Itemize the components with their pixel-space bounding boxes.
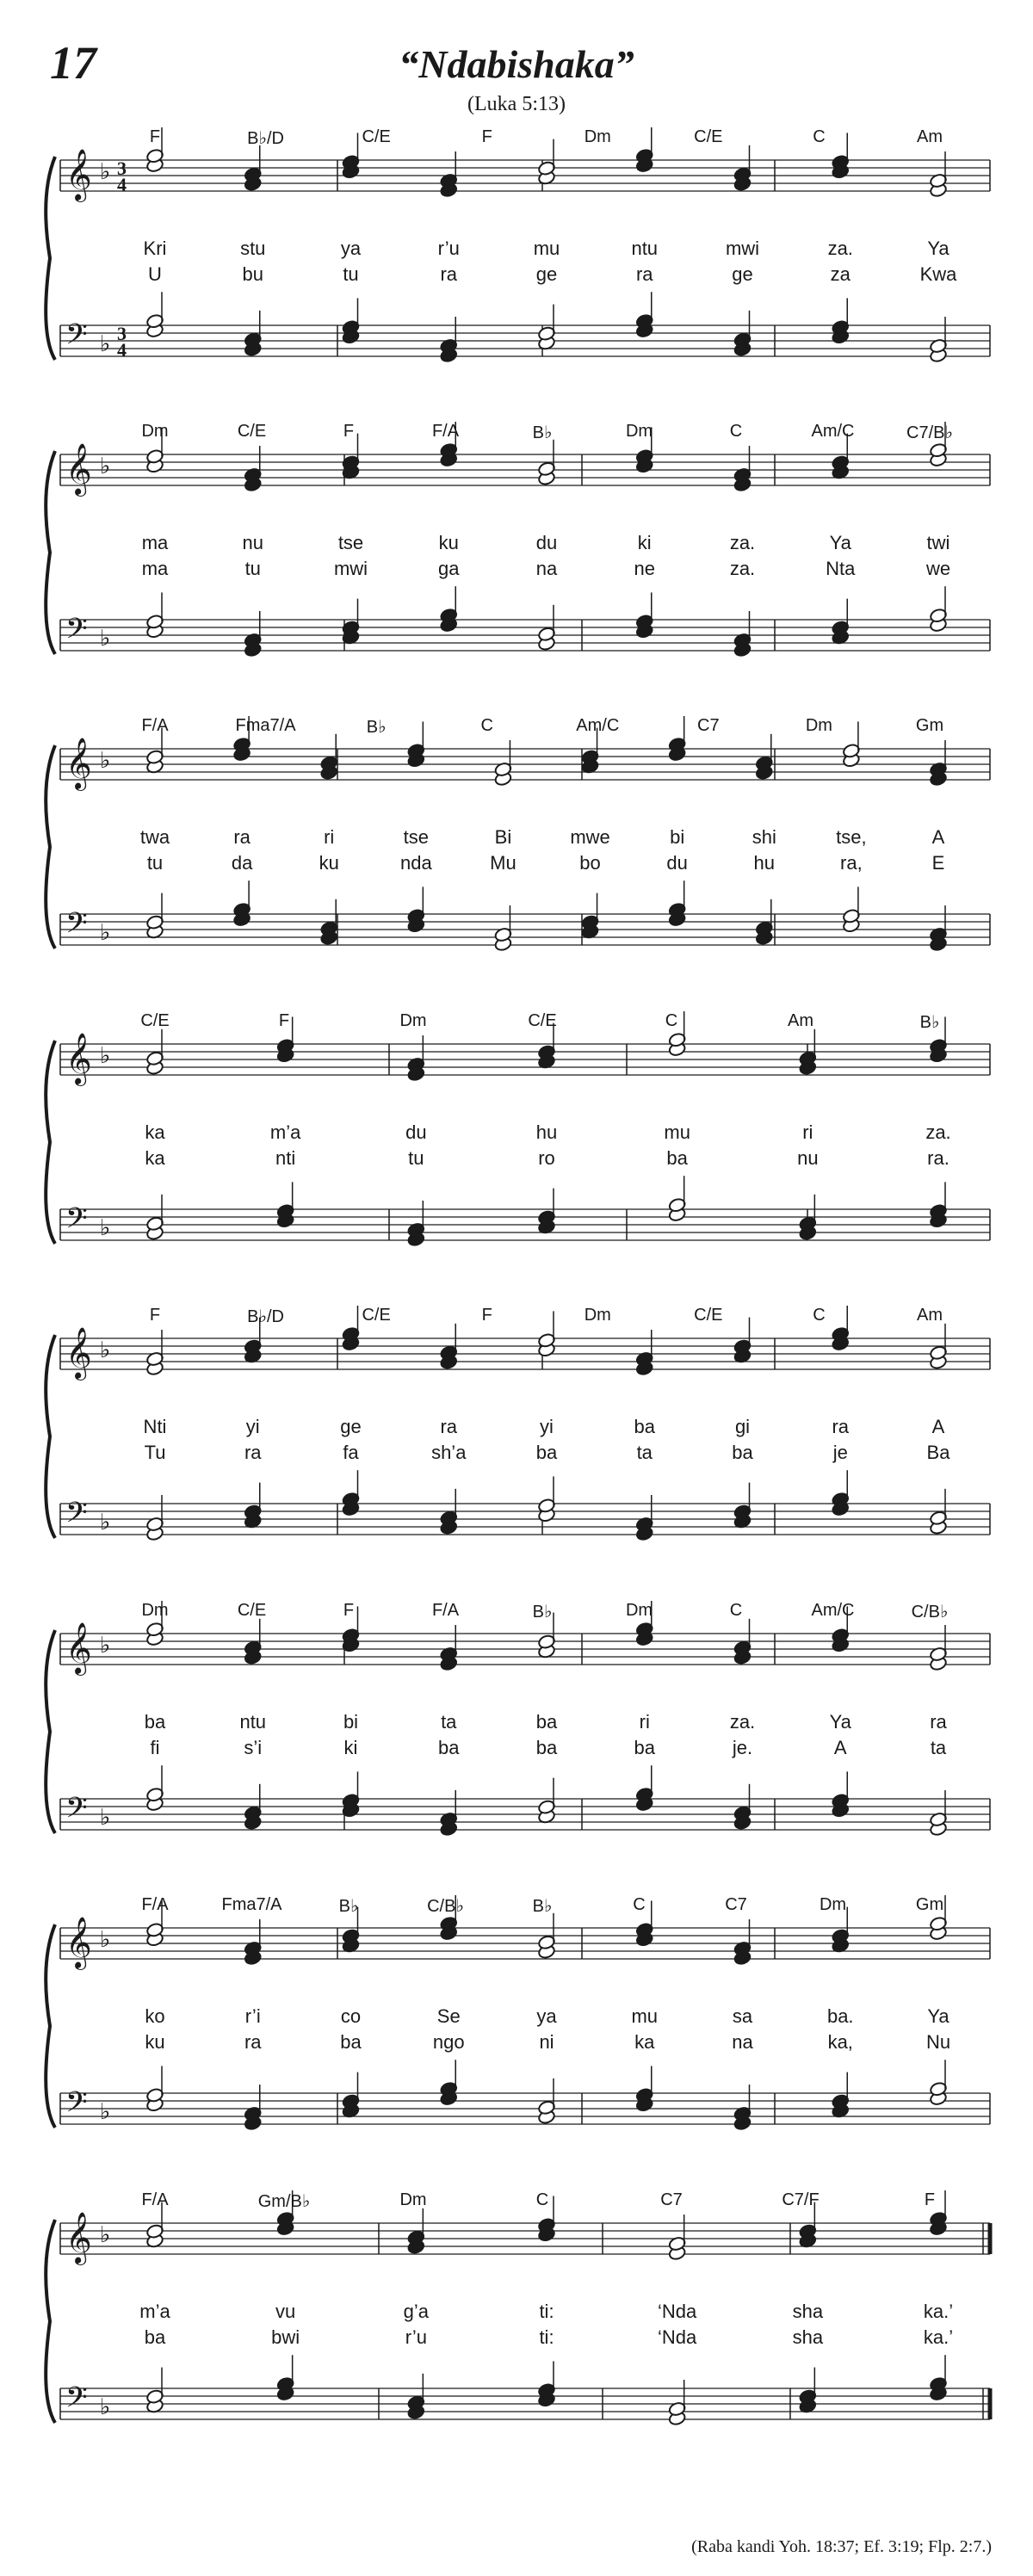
lyric-syllable: ba — [144, 1711, 166, 1733]
flat-icon: ♭ — [100, 1927, 111, 1953]
lyric-syllable: ba — [634, 1416, 655, 1437]
lyric-syllable: hu — [753, 852, 776, 874]
lyrics-verse1 — [0, 1121, 1033, 1144]
lyric-syllable: ka.’ — [923, 2301, 954, 2322]
lyric-syllable: tse — [403, 826, 430, 848]
lyric-syllable: ge — [340, 1416, 362, 1437]
lyric-syllable: za. — [729, 532, 756, 553]
lyric-syllable: Nti — [143, 1416, 167, 1437]
chord-symbol: F — [481, 1306, 492, 1325]
chord-symbol: C/E — [694, 1306, 723, 1325]
lyric-syllable: sa — [732, 2005, 753, 2027]
lyric-syllable: bwi — [271, 2326, 300, 2348]
lyric-syllable: yi — [245, 1416, 260, 1437]
chord-symbol: F/A — [431, 422, 460, 441]
flat-icon: ♭ — [100, 2099, 111, 2125]
lyric-syllable: ba — [438, 1737, 460, 1758]
chord-symbol: F — [924, 2190, 936, 2209]
chord-symbol: C/B♭ — [911, 1603, 949, 1622]
lyric-syllable: ka — [634, 2031, 655, 2053]
lyric-syllable: ya — [340, 238, 362, 259]
flat-icon: ♭ — [100, 454, 111, 479]
lyric-syllable: ntu — [239, 1711, 267, 1733]
lyric-syllable: Nu — [925, 2031, 951, 2053]
chord-symbol: F — [343, 422, 355, 441]
bass-clef-icon: 𝄢 — [65, 1497, 88, 1536]
lyric-syllable: ra — [233, 826, 251, 848]
lyrics-verse1 — [0, 826, 1033, 849]
lyric-syllable: ri — [802, 1121, 813, 1143]
lyric-syllable: nu — [242, 532, 263, 553]
lyric-syllable: tu — [146, 852, 164, 874]
chord-symbol: Gm — [915, 1895, 944, 1914]
lyric-syllable: Ba — [926, 1442, 950, 1463]
lyric-syllable: na — [535, 558, 558, 579]
chord-symbol: F — [149, 127, 161, 146]
flat-icon: ♭ — [100, 1633, 111, 1659]
system-3 — [0, 716, 1033, 1000]
footer-references: (Raba kandi Yoh. 18:37; Ef. 3:19; Flp. 2:7.) — [691, 2537, 992, 2556]
treble-clef-icon: 𝄞 — [65, 1622, 92, 1674]
lyric-syllable: m’a — [139, 2301, 170, 2322]
chord-symbol: Dm — [584, 127, 611, 146]
lyric-syllable: ra — [440, 1416, 458, 1437]
lyric-syllable: yi — [540, 1416, 554, 1437]
chord-symbol: B♭/D — [247, 129, 284, 148]
lyric-syllable: ge — [732, 263, 753, 285]
chord-symbol: B♭/D — [247, 1307, 284, 1326]
lyric-syllable: ta — [636, 1442, 653, 1463]
chord-symbol: B♭ — [338, 1897, 359, 1916]
treble-clef-icon: 𝄞 — [65, 443, 92, 495]
lyric-syllable: Ya — [927, 2005, 949, 2027]
lyric-syllable: ka.’ — [923, 2326, 954, 2348]
lyric-syllable: bi — [670, 826, 685, 848]
lyric-syllable: shi — [752, 826, 776, 848]
lyric-syllable: r’i — [244, 2005, 261, 2027]
lyrics-verse1 — [0, 1416, 1033, 1438]
chord-symbol: C7 — [660, 2190, 683, 2209]
lyric-syllable: ta — [930, 1737, 947, 1758]
chord-symbol: F — [278, 1011, 290, 1030]
lyric-syllable: ra, — [840, 852, 863, 874]
chord-symbol: C7/B♭ — [906, 423, 953, 442]
lyric-syllable: Ya — [829, 532, 851, 553]
lyric-syllable: bu — [242, 263, 263, 285]
lyric-syllable: hu — [535, 1121, 558, 1143]
flat-icon: ♭ — [100, 2222, 111, 2248]
chord-symbol: C7 — [725, 1895, 747, 1914]
lyric-syllable: A — [931, 826, 945, 848]
lyric-syllable: ne — [634, 558, 655, 579]
lyric-syllable: ki — [343, 1737, 358, 1758]
chord-symbol: B♭ — [532, 1897, 553, 1916]
chord-symbol: B♭ — [366, 718, 387, 737]
lyric-syllable: ba — [732, 1442, 753, 1463]
chord-symbol: Dm — [625, 422, 653, 441]
lyric-syllable: ra — [244, 1442, 262, 1463]
chord-symbol: Dm — [399, 1011, 427, 1030]
lyric-syllable: mu — [631, 2005, 659, 2027]
lyric-syllable: je. — [732, 1737, 753, 1758]
lyric-syllable: ‘Nda — [658, 2301, 697, 2322]
lyrics-verse1 — [0, 238, 1033, 260]
chord-symbol: F/A — [141, 1895, 169, 1914]
chord-symbol: F/A — [431, 1601, 460, 1620]
treble-clef-icon: 𝄞 — [65, 2212, 92, 2264]
bass-clef-icon: 𝄢 — [65, 2381, 88, 2421]
lyric-syllable: tu — [408, 1147, 424, 1169]
lyric-syllable: ge — [535, 263, 558, 285]
lyrics-verse2 — [0, 2031, 1033, 2054]
lyric-syllable: tu — [244, 558, 261, 579]
chord-symbol: Am — [788, 1011, 813, 1030]
lyric-syllable: twa — [139, 826, 170, 848]
chord-symbol: C — [535, 2190, 549, 2209]
lyric-syllable: ba — [535, 1711, 558, 1733]
lyric-syllable: sha — [792, 2326, 824, 2348]
chord-symbol: Am — [917, 127, 943, 146]
lyric-syllable: mwi — [333, 558, 368, 579]
lyric-syllable: ni — [539, 2031, 554, 2053]
lyric-syllable: s’i — [244, 1737, 263, 1758]
flat-icon: ♭ — [100, 159, 111, 185]
lyric-syllable: ku — [145, 2031, 165, 2053]
lyric-syllable: du — [666, 852, 688, 874]
lyric-syllable: gi — [734, 1416, 751, 1437]
svg-text:3: 3 — [117, 158, 127, 179]
chord-symbol: C — [729, 1601, 743, 1620]
lyric-syllable: sh’a — [431, 1442, 467, 1463]
lyric-syllable: ki — [637, 532, 652, 553]
chord-symbol: Am/C — [811, 1601, 855, 1620]
chord-symbol: C/E — [528, 1011, 557, 1030]
lyric-syllable: E — [931, 852, 945, 874]
lyric-syllable: Ya — [927, 238, 949, 259]
lyric-syllable: mwi — [725, 238, 760, 259]
chord-symbol: B♭ — [532, 1603, 553, 1622]
flat-icon: ♭ — [100, 748, 111, 774]
chord-symbol: C/B♭ — [427, 1897, 464, 1916]
chord-symbol: Dm — [141, 1601, 169, 1620]
chord-symbol: C — [813, 127, 826, 146]
chord-symbol: C/E — [237, 422, 267, 441]
hymn-title: “Ndabishaka” — [399, 42, 634, 86]
flat-icon: ♭ — [100, 920, 111, 946]
lyric-syllable: g’a — [403, 2301, 430, 2322]
lyrics-verse2 — [0, 852, 1033, 874]
lyric-syllable: nda — [399, 852, 432, 874]
flat-icon: ♭ — [100, 626, 111, 652]
lyric-syllable: ba — [144, 2326, 166, 2348]
lyric-syllable: Kwa — [919, 263, 957, 285]
svg-text:4: 4 — [117, 339, 127, 361]
bass-clef-icon: 𝄢 — [65, 613, 88, 652]
lyric-syllable: ri — [324, 826, 335, 848]
lyric-syllable: ta — [441, 1711, 457, 1733]
lyric-syllable: ntu — [631, 238, 659, 259]
lyric-syllable: ti: — [539, 2301, 554, 2322]
treble-clef-icon: 𝄞 — [65, 1917, 92, 1968]
lyric-syllable: A — [931, 1416, 945, 1437]
lyric-syllable: ya — [536, 2005, 557, 2027]
chord-symbol: F — [343, 1601, 355, 1620]
lyric-syllable: Nta — [826, 558, 856, 579]
lyric-syllable: ba — [634, 1737, 655, 1758]
bass-clef-icon: 𝄢 — [65, 318, 88, 358]
chord-symbol: Fma7/A — [235, 716, 296, 735]
lyric-syllable: ma — [141, 558, 169, 579]
chord-symbol: C/E — [694, 127, 723, 146]
treble-clef-icon: 𝄞 — [65, 1033, 92, 1084]
flat-icon: ♭ — [100, 1805, 111, 1831]
lyric-syllable: da — [231, 852, 253, 874]
lyric-syllable: ngo — [432, 2031, 465, 2053]
flat-icon: ♭ — [100, 1337, 111, 1363]
lyric-syllable: we — [925, 558, 951, 579]
lyric-syllable: ra — [244, 2031, 262, 2053]
lyric-syllable: ba — [340, 2031, 362, 2053]
chord-symbol: Dm — [805, 716, 832, 735]
lyrics-verse2 — [0, 263, 1033, 286]
flat-icon: ♭ — [100, 331, 111, 357]
chord-symbol: B♭ — [919, 1013, 940, 1032]
chord-symbol: C/E — [237, 1601, 267, 1620]
lyric-syllable: ra — [440, 263, 458, 285]
chord-symbol: F/A — [141, 2190, 169, 2209]
lyric-syllable: za. — [827, 238, 853, 259]
lyric-syllable: r’u — [405, 2326, 427, 2348]
bass-clef-icon: 𝄢 — [65, 2086, 88, 2126]
lyric-syllable: r’u — [437, 238, 460, 259]
chord-symbol: C/E — [362, 127, 391, 146]
treble-clef-icon: 𝄞 — [65, 738, 92, 789]
bass-clef-icon: 𝄢 — [65, 907, 88, 947]
chord-symbol: F — [481, 127, 492, 146]
svg-text:3: 3 — [117, 323, 127, 344]
lyric-syllable: tse, — [836, 826, 867, 848]
lyric-syllable: mwe — [570, 826, 610, 848]
bass-clef-icon: 𝄢 — [65, 1792, 88, 1832]
system-6 — [0, 1601, 1033, 1885]
chord-symbol: Fma7/A — [221, 1895, 282, 1914]
lyric-syllable: za — [830, 263, 851, 285]
lyric-syllable: fi — [150, 1737, 160, 1758]
lyric-syllable: tse — [337, 532, 364, 553]
lyric-syllable: ka — [145, 1121, 165, 1143]
flat-icon: ♭ — [100, 1510, 111, 1535]
lyric-syllable: ma — [141, 532, 169, 553]
lyric-syllable: mu — [533, 238, 560, 259]
lyric-syllable: vu — [275, 2301, 296, 2322]
lyrics-verse1 — [0, 2005, 1033, 2028]
lyric-syllable: Kri — [143, 238, 167, 259]
lyric-syllable: Mu — [490, 852, 516, 874]
lyric-syllable: bi — [343, 1711, 359, 1733]
lyric-syllable: mu — [664, 1121, 690, 1143]
chord-symbol: B♭ — [532, 423, 553, 442]
lyric-syllable: ka, — [827, 2031, 853, 2053]
chord-symbol: C/E — [362, 1306, 391, 1325]
svg-text:4: 4 — [117, 174, 127, 195]
lyrics-verse2 — [0, 1442, 1033, 1464]
lyric-syllable: ra. — [927, 1147, 949, 1169]
system-2 — [0, 422, 1033, 706]
lyric-syllable: bo — [579, 852, 601, 874]
hymn-number: 17 — [50, 37, 96, 89]
chord-symbol: C — [480, 716, 493, 735]
chord-symbol: C — [813, 1306, 826, 1325]
lyric-syllable: m’a — [269, 1121, 301, 1143]
lyric-syllable: ri — [639, 1711, 650, 1733]
chord-symbol: F — [149, 1306, 161, 1325]
lyrics-verse2 — [0, 558, 1033, 580]
lyric-syllable: na — [732, 2031, 753, 2053]
lyric-syllable: nti — [275, 1147, 296, 1169]
flat-icon: ♭ — [100, 1215, 111, 1241]
system-5 — [0, 1306, 1033, 1590]
lyric-syllable: tu — [343, 263, 359, 285]
chord-symbol: Dm — [584, 1306, 611, 1325]
chord-symbol: Gm — [915, 716, 944, 735]
treble-clef-icon: 𝄞 — [65, 149, 92, 201]
lyric-syllable: ti: — [539, 2326, 554, 2348]
lyrics-verse1 — [0, 532, 1033, 554]
chord-symbol: Dm — [625, 1601, 653, 1620]
lyric-syllable: ba — [535, 1737, 558, 1758]
lyrics-verse2 — [0, 1147, 1033, 1170]
lyric-syllable: ba — [535, 1442, 558, 1463]
flat-icon: ♭ — [100, 2394, 111, 2420]
lyric-syllable: ga — [438, 558, 460, 579]
chord-symbol: Am — [917, 1306, 943, 1325]
chord-symbol: Dm — [141, 422, 169, 441]
chord-symbol: Gm/B♭ — [257, 2192, 311, 2211]
lyric-syllable: co — [340, 2005, 362, 2027]
lyrics-verse2 — [0, 2326, 1033, 2349]
system-4 — [0, 1011, 1033, 1295]
lyric-syllable: ro — [538, 1147, 555, 1169]
bass-clef-icon: 𝄢 — [65, 1202, 88, 1242]
chord-symbol: C7/F — [782, 2190, 820, 2209]
lyric-syllable: twi — [926, 532, 950, 553]
lyric-syllable: je — [832, 1442, 848, 1463]
lyric-syllable: ra — [832, 1416, 850, 1437]
chord-symbol: C — [729, 422, 743, 441]
lyric-syllable: fa — [343, 1442, 359, 1463]
lyric-syllable: sha — [792, 2301, 824, 2322]
lyrics-verse1 — [0, 1711, 1033, 1733]
treble-clef-icon: 𝄞 — [65, 1327, 92, 1379]
lyric-syllable: ba. — [826, 2005, 854, 2027]
lyric-syllable: ra — [930, 1711, 947, 1733]
chord-symbol: Am/C — [811, 422, 855, 441]
chord-symbol: Dm — [399, 2190, 427, 2209]
chord-symbol: C7 — [697, 716, 720, 735]
lyric-syllable: ra — [635, 263, 653, 285]
flat-icon: ♭ — [100, 1043, 111, 1069]
lyric-syllable: ku — [319, 852, 339, 874]
lyric-syllable: du — [405, 1121, 427, 1143]
lyric-syllable: ba — [666, 1147, 688, 1169]
lyric-syllable: nu — [797, 1147, 819, 1169]
chord-symbol: C/E — [140, 1011, 170, 1030]
chord-symbol: C — [633, 1895, 646, 1914]
lyric-syllable: ‘Nda — [658, 2326, 697, 2348]
chord-symbol: Am/C — [576, 716, 620, 735]
chord-symbol: F/A — [141, 716, 169, 735]
system-1 — [0, 127, 1033, 411]
lyric-syllable: ku — [438, 532, 459, 553]
chord-symbol: Dm — [819, 1895, 847, 1914]
lyric-syllable: U — [148, 263, 162, 285]
lyric-syllable: ko — [145, 2005, 165, 2027]
lyric-syllable: Se — [436, 2005, 461, 2027]
lyric-syllable: A — [833, 1737, 847, 1758]
lyric-syllable: ka — [145, 1147, 165, 1169]
lyric-syllable: stu — [240, 238, 266, 259]
lyric-syllable: du — [535, 532, 558, 553]
scripture-reference: (Luka 5:13) — [467, 93, 566, 115]
system-7 — [0, 1895, 1033, 2179]
chord-symbol: C — [665, 1011, 678, 1030]
lyric-syllable: za. — [925, 1121, 951, 1143]
lyric-syllable: Bi — [494, 826, 512, 848]
lyric-syllable: za. — [729, 558, 756, 579]
system-8 — [0, 2190, 1033, 2474]
lyric-syllable: Tu — [144, 1442, 166, 1463]
lyrics-verse2 — [0, 1737, 1033, 1759]
lyrics-verse1 — [0, 2301, 1033, 2323]
lyric-syllable: Ya — [829, 1711, 851, 1733]
lyric-syllable: za. — [729, 1711, 756, 1733]
